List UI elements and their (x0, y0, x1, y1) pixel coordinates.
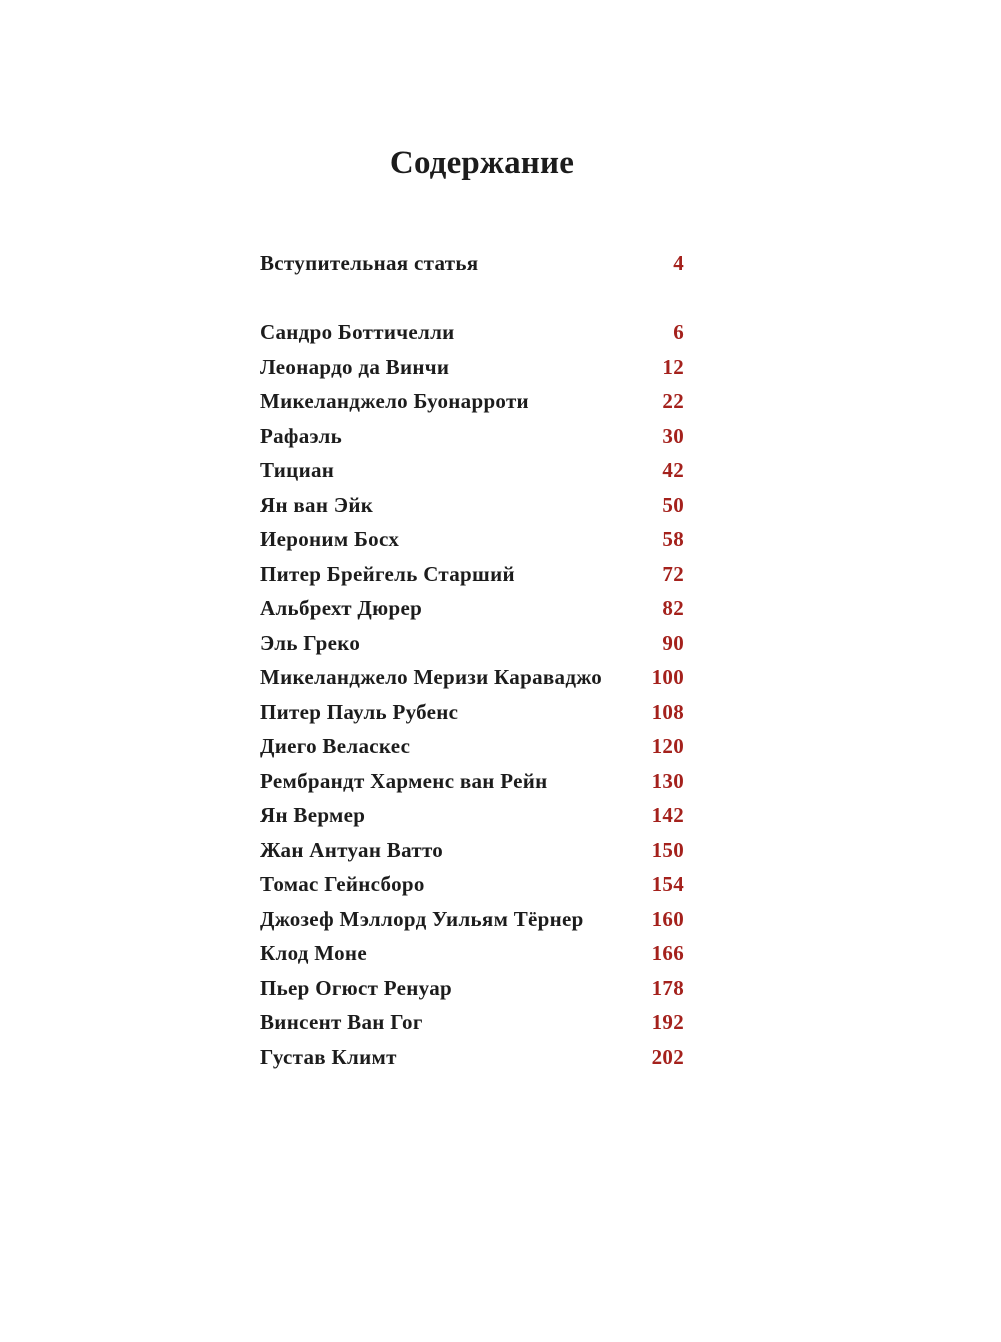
toc-entry-title: Эль Греко (260, 630, 361, 655)
toc-entry[interactable] (260, 731, 684, 766)
toc-entry[interactable] (260, 766, 684, 801)
toc-entry-page-number: 166 (651, 941, 684, 965)
toc-entry-title: Леонардо да Винчи (260, 354, 450, 379)
toc-entry[interactable] (260, 352, 684, 387)
toc-entry-page-number: 154 (651, 872, 684, 896)
toc-entry-page-number: 90 (662, 630, 684, 655)
toc-entry-title: Клод Моне (260, 941, 367, 965)
toc-entry[interactable] (260, 524, 684, 559)
toc-entry[interactable] (260, 973, 684, 1008)
toc-entry[interactable] (260, 835, 684, 870)
toc-entry-title: Ян ван Эйк (260, 492, 374, 517)
toc-entry[interactable] (260, 1042, 684, 1077)
toc-entry-page-number: 130 (651, 768, 684, 793)
toc-entry-page-number: 72 (662, 561, 684, 586)
toc-entry[interactable] (260, 904, 684, 939)
toc-entry-page-number: 142 (651, 803, 684, 827)
toc-entry-title: Вступительная статья (260, 251, 479, 275)
toc-entry-title: Сандро Боттичелли (260, 320, 455, 344)
page-title: Содержание (389, 145, 575, 181)
toc-entry-page-number: 22 (662, 389, 684, 413)
toc-entry-page-number: 82 (662, 596, 684, 620)
toc-list (260, 317, 684, 1076)
toc-entry-title: Микеланджело Меризи Караваджо (260, 665, 603, 689)
toc-entry-title: Диего Веласкес (260, 734, 411, 758)
toc-entry-title: Иероним Босх (260, 527, 400, 551)
toc-entry-title: Винсент Ван Гог (260, 1010, 423, 1034)
toc-entry-page-number: 160 (651, 906, 684, 931)
toc-entry-title: Пьер Огюст Ренуар (260, 975, 452, 1000)
toc-entry-title: Альбрехт Дюрер (260, 596, 423, 620)
toc-entry[interactable] (260, 869, 684, 904)
toc-entry-page-number: 150 (651, 837, 684, 862)
toc-entry-title: Рембрандт Харменс ван Рейн (260, 768, 548, 793)
toc-entry-page-number: 50 (662, 492, 684, 517)
toc-intro-section (260, 248, 684, 283)
toc-entry[interactable] (260, 697, 684, 732)
toc-entry[interactable] (260, 1007, 684, 1042)
toc-entry-title: Жан Антуан Ватто (260, 837, 444, 862)
toc-entry-page-number: 12 (662, 354, 684, 379)
toc-entry-page-number: 100 (651, 665, 684, 689)
toc-entry[interactable] (260, 490, 684, 525)
toc-entry[interactable] (260, 800, 684, 835)
toc-entry[interactable] (260, 628, 684, 663)
toc-entry-page-number: 58 (662, 527, 684, 551)
toc-entry[interactable] (260, 421, 684, 456)
toc-entry-title: Микеланджело Буонарроти (260, 389, 529, 413)
toc-entry-intro[interactable] (260, 248, 684, 283)
toc-entry-title: Густав Климт (260, 1044, 397, 1069)
toc-entry-title: Питер Брейгель Старший (260, 561, 515, 586)
toc-entry[interactable] (260, 386, 684, 421)
toc-entry-page-number: 108 (651, 699, 684, 724)
toc-entry-page-number: 120 (651, 734, 684, 758)
toc-entry[interactable] (260, 455, 684, 490)
toc-entry-page-number: 6 (673, 320, 684, 344)
toc-entry-page-number: 4 (673, 251, 684, 275)
toc-entry-title: Томас Гейнсборо (260, 872, 425, 896)
toc-entry-page-number: 202 (651, 1044, 684, 1069)
toc-entry-title: Рафаэль (260, 423, 343, 448)
toc-entry[interactable] (260, 662, 684, 697)
toc-entry-title: Джозеф Мэллорд Уильям Тёрнер (260, 906, 584, 931)
toc-entry-title: Питер Пауль Рубенс (260, 699, 459, 724)
toc-entry-page-number: 30 (662, 423, 684, 448)
toc-entry[interactable] (260, 559, 684, 594)
toc-entry-title: Ян Вермер (260, 803, 366, 827)
toc-entry-page-number: 178 (651, 975, 684, 1000)
toc-entry[interactable] (260, 938, 684, 973)
toc-entry[interactable] (260, 593, 684, 628)
toc-entry-title: Тициан (260, 458, 335, 482)
toc-entry-page-number: 192 (651, 1010, 684, 1034)
toc-entry[interactable] (260, 317, 684, 352)
toc-entry-page-number: 42 (662, 458, 684, 482)
